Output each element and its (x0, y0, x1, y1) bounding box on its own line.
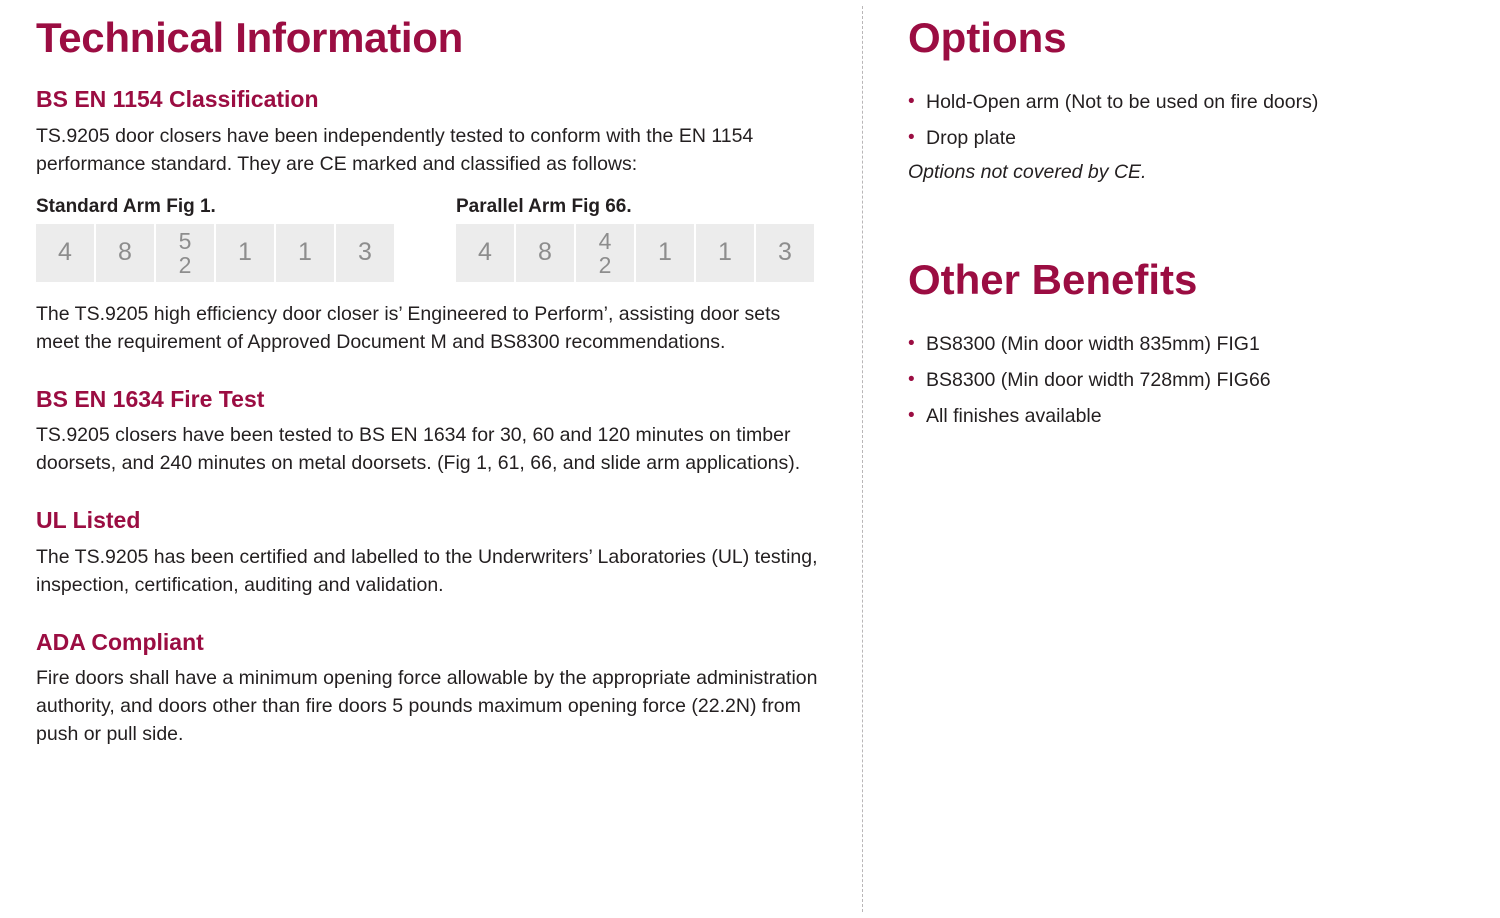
section-body: The TS.9205 has been certified and labelled to the Underwriters’ Laboratories (UL) testing, inspection, certification, auditing and validation. (36, 545, 818, 596)
right-column (908, 16, 1468, 434)
other-benefits-title: Other Benefits (908, 256, 1198, 304)
cell-value: 8 (538, 238, 552, 267)
section-bs-en-1634 (36, 386, 826, 478)
section-body: TS.9205 door closers have been independently tested to conform with the EN 1154 performance standard. They are CE marked and classified as follows: (36, 124, 754, 175)
list-item: • BS8300 (Min door width 835mm) FIG1 (908, 326, 1468, 362)
fraction (179, 229, 192, 277)
options-list (908, 84, 1468, 156)
section-ul-listed (36, 507, 826, 599)
arm-labels (36, 196, 826, 218)
fraction (599, 229, 612, 277)
fraction-denominator: 2 (598, 251, 612, 278)
options-note: Options not covered by CE. (908, 161, 1147, 184)
section-heading: BS EN 1154 Classification (36, 86, 319, 113)
cell-value: 8 (118, 238, 132, 267)
classification-cell (516, 224, 574, 282)
left-column (36, 16, 826, 778)
standard-arm-label: Standard Arm Fig 1. (36, 195, 216, 217)
classification-cell (756, 224, 814, 282)
cell-value: 4 (58, 238, 72, 267)
cell-value: 3 (778, 238, 792, 267)
cell-value: 1 (658, 238, 672, 267)
classification-cell (276, 224, 334, 282)
column-divider (862, 6, 863, 912)
list-item: • All finishes available (908, 398, 1468, 434)
section-bs-en-1154 (36, 86, 826, 356)
classification-cell (96, 224, 154, 282)
fraction-denominator: 2 (178, 251, 192, 278)
section-heading: BS EN 1634 Fire Test (36, 385, 265, 412)
classification-parallel-arm (456, 224, 814, 282)
classification-standard-arm (36, 224, 394, 282)
spacer (908, 186, 1468, 258)
section-ada-compliant (36, 629, 826, 749)
list-item: • BS8300 (Min door width 728mm) FIG66 (908, 362, 1468, 398)
classification-cell (456, 224, 514, 282)
fraction-numerator: 5 (178, 227, 192, 254)
classification-row (36, 224, 826, 282)
list-item: • Hold-Open arm (Not to be used on fire doors) (908, 84, 1468, 120)
classification-cell (36, 224, 94, 282)
classification-cell (636, 224, 694, 282)
fraction-numerator: 4 (598, 227, 612, 254)
classification-cell-fraction (156, 224, 214, 282)
section-body: TS.9205 closers have been tested to BS EN 1634 for 30, 60 and 120 minutes on timber doorsets, and 240 minutes on metal doorsets. (Fig 1, 61, 66, and slide arm applications). (36, 424, 801, 475)
parallel-arm-label: Parallel Arm Fig 66. (456, 195, 632, 217)
classification-cell-fraction (576, 224, 634, 282)
classification-cell (696, 224, 754, 282)
list-item: • Drop plate (908, 120, 1468, 156)
page-title: Technical Information (36, 14, 463, 61)
section-heading: ADA Compliant (36, 628, 204, 655)
other-benefits-list (908, 326, 1468, 434)
cell-value: 4 (478, 238, 492, 267)
section-heading: UL Listed (36, 507, 141, 534)
cell-value: 1 (238, 238, 252, 267)
cell-value: 3 (358, 238, 372, 267)
cell-value: 1 (298, 238, 312, 267)
options-title: Options (908, 14, 1067, 61)
cell-value: 1 (718, 238, 732, 267)
classification-cell (336, 224, 394, 282)
classification-cell (216, 224, 274, 282)
section-body-secondary: The TS.9205 high efficiency door closer is’ Engineered to Perform’, assisting door sets meet the requirement of Approved Document M and BS8300 recommendations. (36, 302, 781, 353)
section-body: Fire doors shall have a minimum opening force allowable by the appropriate administration authority, and doors other than fire doors 5 pounds maximum opening force (22.2N) from push or pull side. (36, 667, 818, 746)
